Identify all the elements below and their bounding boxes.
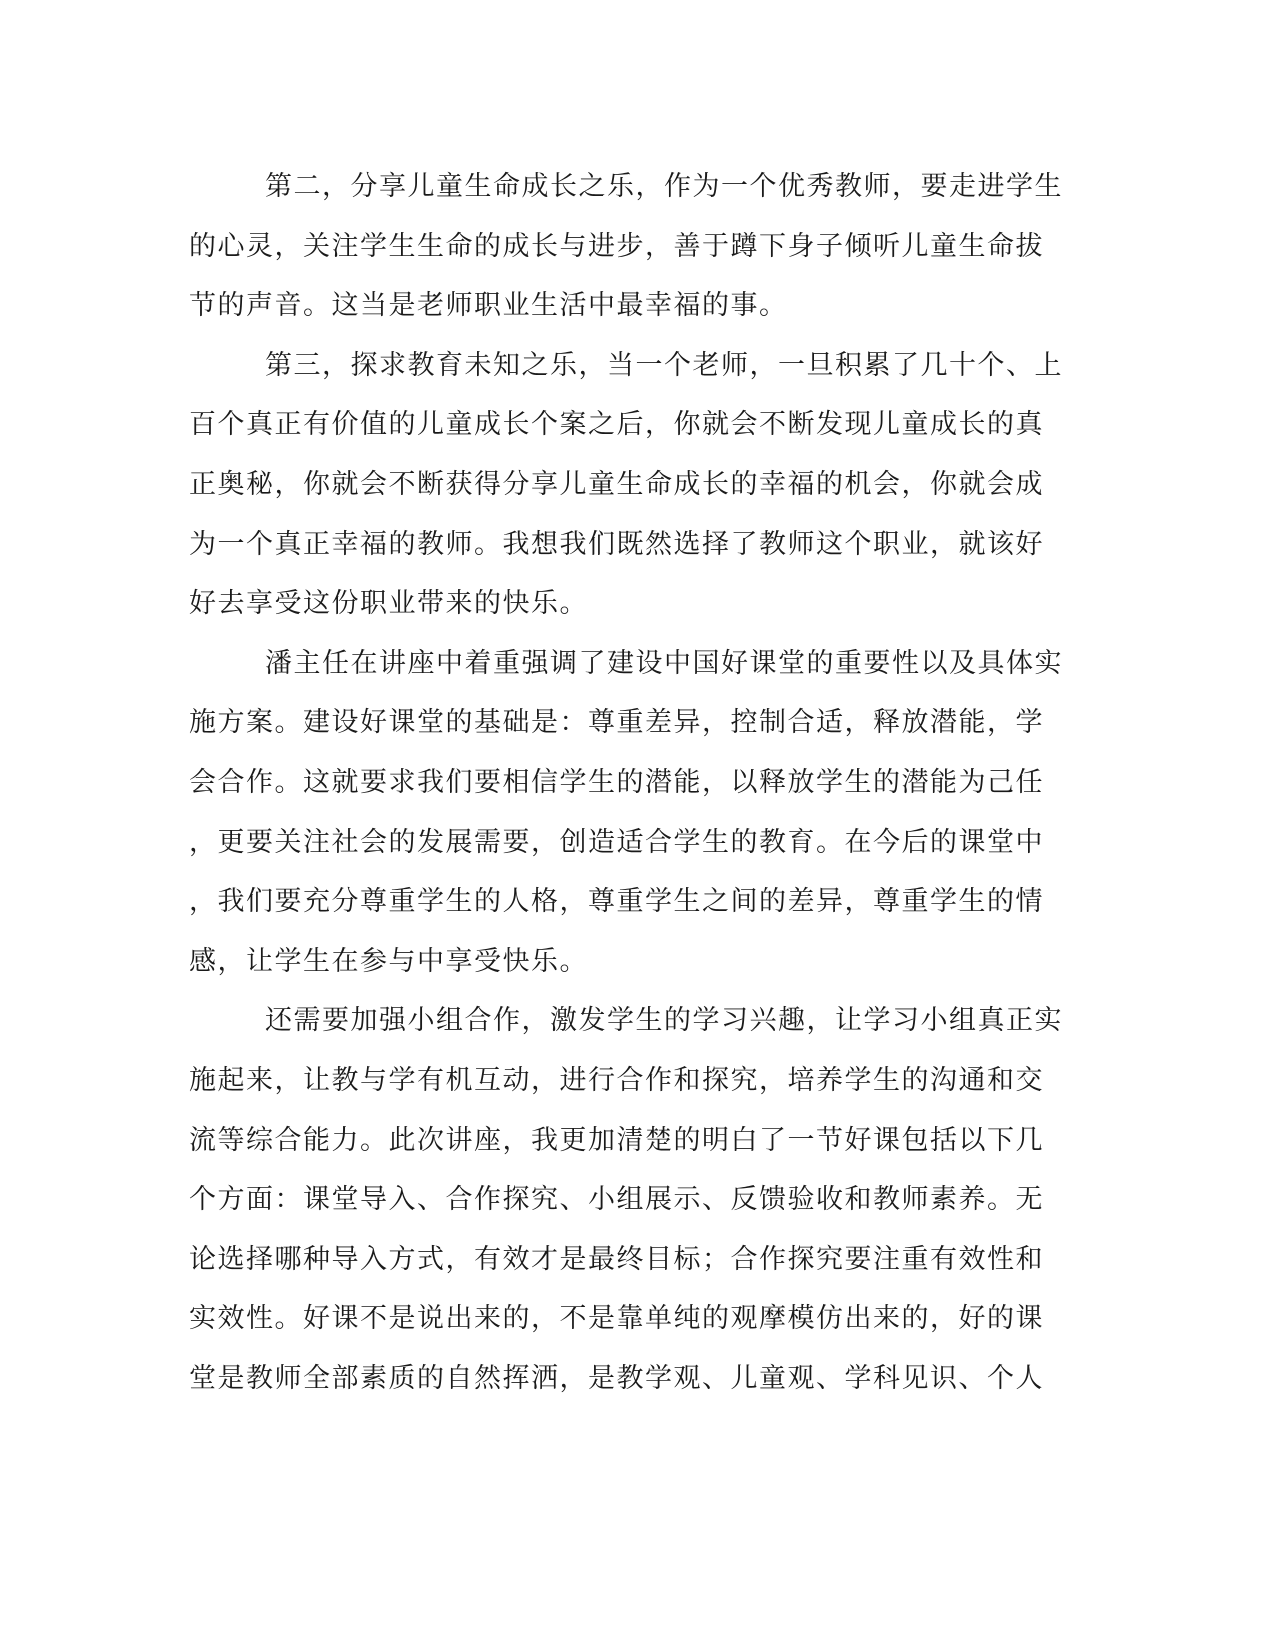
paragraph-line: 感，让学生在参与中享受快乐。 (189, 945, 588, 977)
paragraph-line: 第二，分享儿童生命成长之乐，作为一个优秀教师，要走进学生 (265, 171, 1063, 202)
paragraph-line: 的心灵，关注学生生命的成长与进步，善于蹲下身子倾听儿童生命拔 (189, 230, 1044, 262)
paragraph-line: 好去享受这份职业带来的快乐。 (189, 588, 588, 620)
paragraph-line: 论选择哪种导入方式，有效才是最终目标；合作探究要注重有效性和 (189, 1243, 1044, 1275)
paragraph-line: 还需要加强小组合作，激发学生的学习兴趣，让学习小组真正实 (265, 1005, 1063, 1037)
paragraph-line: 流等综合能力。此次讲座，我更加清楚的明白了一节好课包括以下几 (189, 1124, 1044, 1156)
paragraph-line: 个方面：课堂导入、合作探究、小组展示、反馈验收和教师素养。无 (189, 1184, 1044, 1216)
paragraph-line: 会合作。这就要求我们要相信学生的潜能，以释放学生的潜能为己任 (189, 766, 1044, 798)
paragraph-line: 第三，探求教育未知之乐，当一个老师，一旦积累了几十个、上 (265, 349, 1063, 381)
paragraph-line: 施方案。建设好课堂的基础是：尊重差异，控制合适，释放潜能，学 (189, 707, 1044, 739)
paragraph-line: ，我们要充分尊重学生的人格，尊重学生之间的差异，尊重学生的情 (189, 886, 1044, 918)
paragraph-line: 为一个真正幸福的教师。我想我们既然选择了教师这个职业，就该好 (189, 528, 1044, 560)
paragraph-line: 施起来，让教与学有机互动，进行合作和探究，培养学生的沟通和交 (189, 1064, 1044, 1096)
document-body (189, 157, 1079, 1408)
paragraph-line: 节的声音。这当是老师职业生活中最幸福的事。 (189, 290, 788, 322)
paragraph-line: 实效性。好课不是说出来的，不是靠单纯的观摩模仿出来的，好的课 (189, 1303, 1044, 1335)
paragraph-line: 堂是教师全部素质的自然挥洒，是教学观、儿童观、学科见识、个人 (189, 1362, 1044, 1394)
paragraph-line: 潘主任在讲座中着重强调了建设中国好课堂的重要性以及具体实 (265, 647, 1063, 679)
paragraph-line: ，更要关注社会的发展需要，创造适合学生的教育。在今后的课堂中 (189, 826, 1044, 858)
paragraph-line: 正奥秘，你就会不断获得分享儿童生命成长的幸福的机会，你就会成 (189, 468, 1044, 500)
paragraph-line: 百个真正有价值的儿童成长个案之后，你就会不断发现儿童成长的真 (189, 409, 1044, 441)
